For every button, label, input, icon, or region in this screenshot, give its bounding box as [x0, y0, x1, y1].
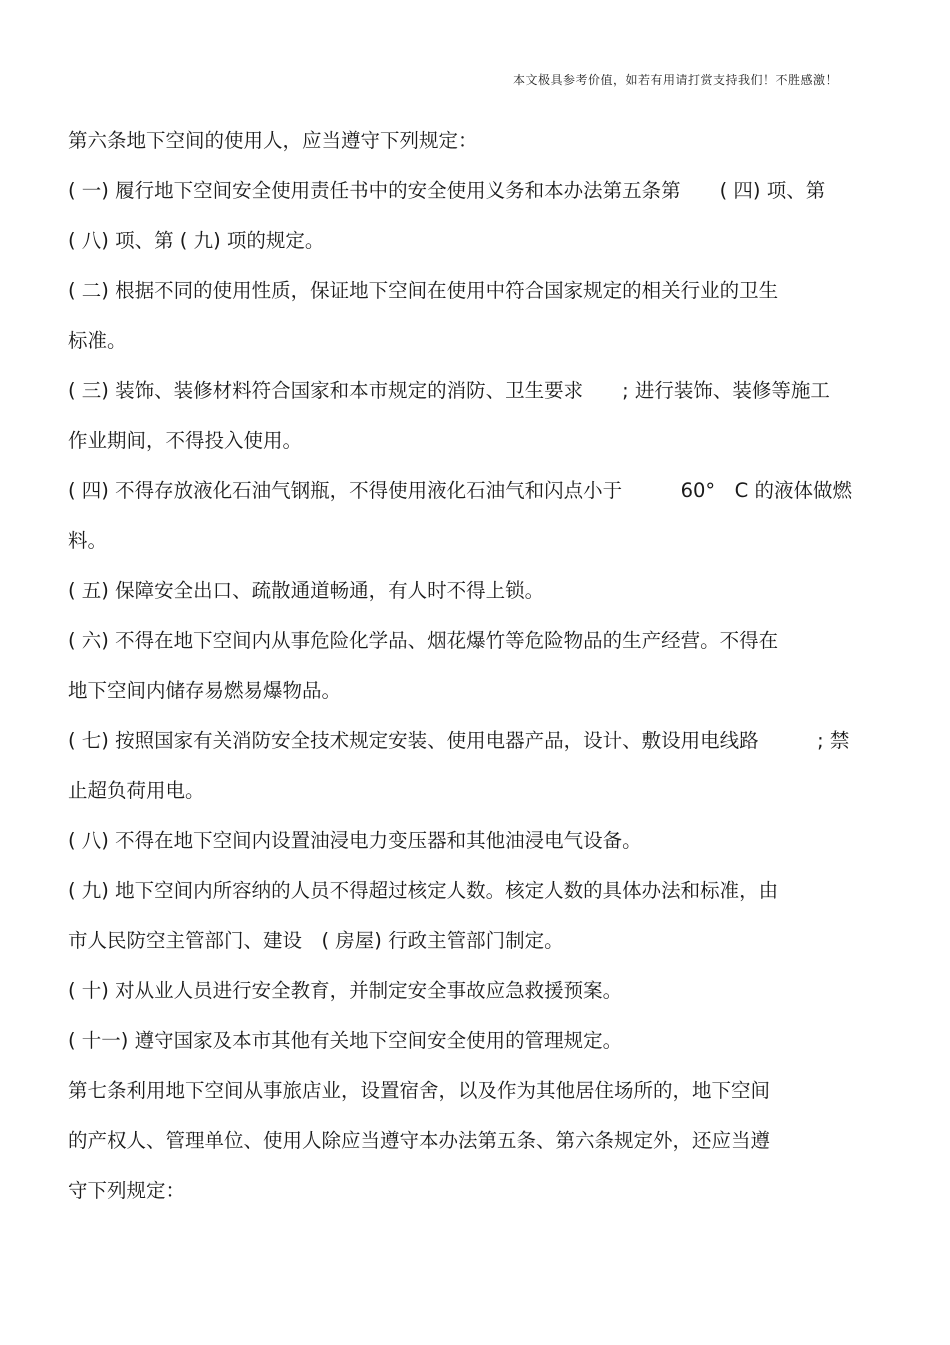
text-line: ( 十) 对从业人员进行安全教育，并制定安全事故应急救援预案。: [68, 979, 623, 1002]
text-line: 的产权人、管理单位、使用人除应当遵守本办法第五条、第六条规定外，还应当遵: [68, 1129, 771, 1152]
text-line: 地下空间内储存易燃易爆物品。: [68, 679, 342, 702]
text-line: ( 九) 地下空间内所容纳的人员不得超过核定人数。核定人数的具体办法和标准，由: [68, 879, 779, 902]
text-line: ( 八) 项、第 ( 九) 项的规定。: [68, 229, 325, 252]
text-line: ( 八) 不得在地下空间内设置油浸电力变压器和其他油浸电气设备。: [68, 829, 642, 852]
text-line: ( 三) 装饰、装修材料符合国家和本市规定的消防、卫生要求 ; 进行装饰、装修等施工: [68, 379, 830, 402]
text-line: 止超负荷用电。: [68, 779, 205, 802]
text-line: ( 五) 保障安全出口、疏散通道畅通，有人时不得上锁。: [68, 579, 545, 602]
text-line: 第六条地下空间的使用人，应当遵守下列规定：: [68, 129, 478, 152]
text-line: ( 二) 根据不同的使用性质，保证地下空间在使用中符合国家规定的相关行业的卫生: [68, 279, 779, 302]
text-line: ( 六) 不得在地下空间内从事危险化学品、烟花爆竹等危险物品的生产经营。不得在: [68, 629, 779, 652]
text-line: 料。: [68, 529, 108, 552]
text-line: ( 四) 不得存放液化石油气钢瓶，不得使用液化石油气和闪点小于 60° C 的液体做燃: [68, 479, 852, 502]
text-line: 标准。: [68, 329, 127, 352]
text-line: 作业期间，不得投入使用。: [68, 429, 303, 452]
header-note: 本文极具参考价值，如若有用请打赏支持我们！不胜感激！: [512, 73, 838, 87]
text-line: 第七条利用地下空间从事旅店业，设置宿舍，以及作为其他居住场所的，地下空间: [68, 1079, 771, 1102]
text-line: 市人民防空主管部门、建设 ( 房屋) 行政主管部门制定。: [68, 929, 564, 952]
text-line: ( 十一) 遵守国家及本市其他有关地下空间安全使用的管理规定。: [68, 1029, 623, 1052]
text-line: ( 一) 履行地下空间安全使用责任书中的安全使用义务和本办法第五条第 ( 四) 项、第: [68, 179, 826, 202]
text-line: ( 七) 按照国家有关消防安全技术规定安装、使用电器产品，设计、敷设用电线路 ; 禁: [68, 729, 850, 752]
text-line: 守下列规定：: [68, 1179, 186, 1202]
